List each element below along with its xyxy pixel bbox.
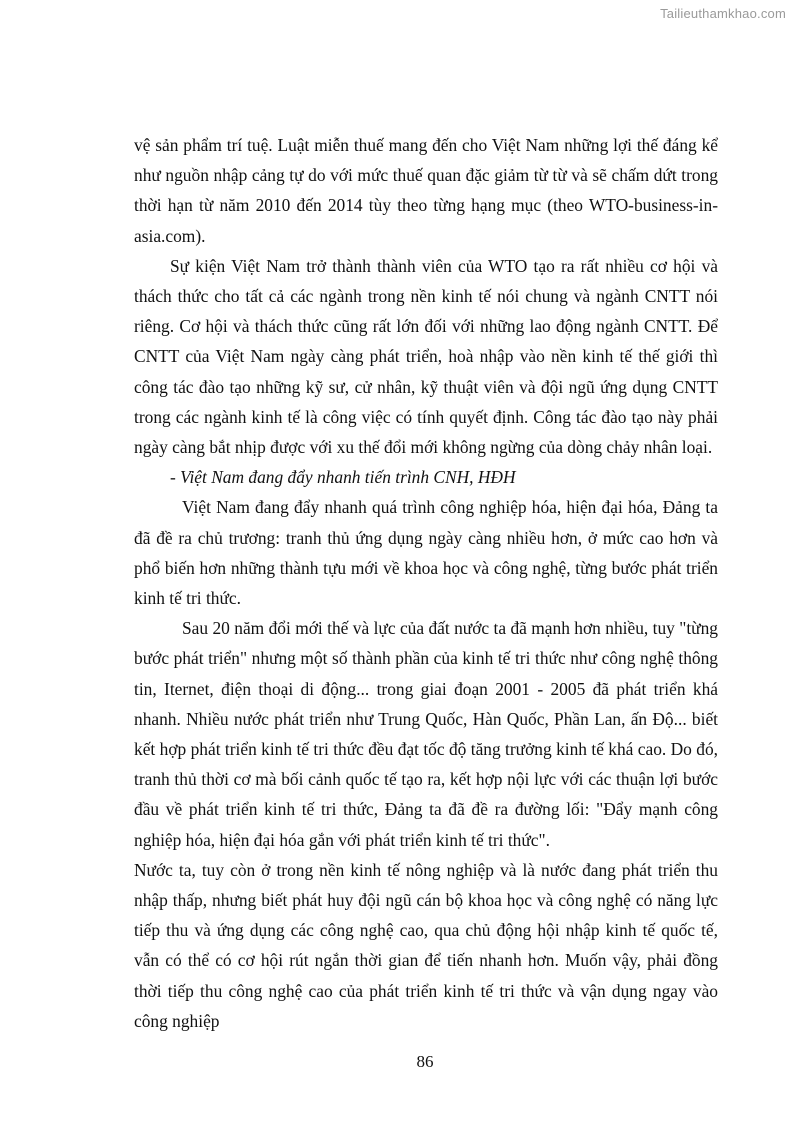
paragraph-continuation: vệ sản phẩm trí tuệ. Luật miễn thuế mang đến cho Việt Nam những lợi thế đáng kể như nguồn nhập cảng tự do với mức thuế quan đặc giảm từ từ và sẽ chấm dứt trong thời hạn từ năm 2010 đến 2014 tùy theo từng hạng mục (theo WTO-business-in-asia.com). [134, 135, 718, 246]
paragraph-wto-event: Sự kiện Việt Nam trở thành thành viên của WTO tạo ra rất nhiều cơ hội và thách thức cho tất cả các ngành trong nền kinh tế nói chung và ngành CNTT nói riêng. Cơ hội và thách thức cũng rất lớn đối với những lao động ngành CNTT. Để CNTT của Việt Nam ngày càng phát triển, hoà nhập vào nền kinh tế thế giới thì công tác đào tạo những kỹ sư, cử nhân, kỹ thuật viên và đội ngũ ứng dụng CNTT trong các ngành kinh tế là công việc có tính quyết định. Công tác đào tạo này phải ngày càng bắt nhịp được với xu thế đổi mới không ngừng của dòng chảy nhân loại. [134, 255, 718, 458]
page-number: 86 [416, 1052, 434, 1071]
section-heading: - Việt Nam đang đẩy nhanh tiến trình CNH, HĐH [170, 467, 516, 488]
watermark: Tailieuthamkhao.com [660, 6, 786, 21]
paragraph-industrialization: Việt Nam đang đẩy nhanh quá trình công nghiệp hóa, hiện đại hóa, Đảng ta đã đề ra chủ trương: tranh thủ ứng dụng ngày càng nhiều hơn, ở mức cao hơn và phổ biến hơn những thành tựu mới về khoa học và công nghệ, từng bước phát triển kinh tế tri thức. [134, 497, 718, 609]
paragraph-our-country: Nước ta, tuy còn ở trong nền kinh tế nông nghiệp và là nước đang phát triển thu nhập thấp, nhưng biết phát huy đội ngũ cán bộ khoa học và công nghệ có năng lực tiếp thu và ứng dụng các công nghệ cao, qua chủ động hội nhập kinh tế quốc tế, vẫn có thể có cơ hội rút ngắn thời gian để tiến nhanh hơn. Muốn vậy, phải đồng thời tiếp thu công nghệ cao của phát triển kinh tế tri thức và vận dụng ngay vào công nghiệp [134, 859, 718, 1031]
paragraph-twenty-years: Sau 20 năm đổi mới thế và lực của đất nước ta đã mạnh hơn nhiều, tuy "từng bước phát triển" nhưng một số thành phần của kinh tế tri thức như công nghệ thông tin, Iternet, điện thoại di động... trong giai đoạn 2001 - 2005 đã phát triển khá nhanh. Nhiều nước phát triển như Trung Quốc, Hàn Quốc, Phần Lan, ấn Độ... biết kết hợp phát triển kinh tế tri thức đều đạt tốc độ tăng trưởng kinh tế khá cao. Do đó, tranh thủ thời cơ mà bối cảnh quốc tế tạo ra, kết hợp nội lực với các thuận lợi bước đầu về phát triển kinh tế tri thức, Đảng ta đã đề ra đường lối: "Đẩy mạnh công nghiệp hóa, hiện đại hóa gắn với phát triển kinh tế tri thức". [134, 618, 718, 850]
document-body [134, 130, 718, 1036]
